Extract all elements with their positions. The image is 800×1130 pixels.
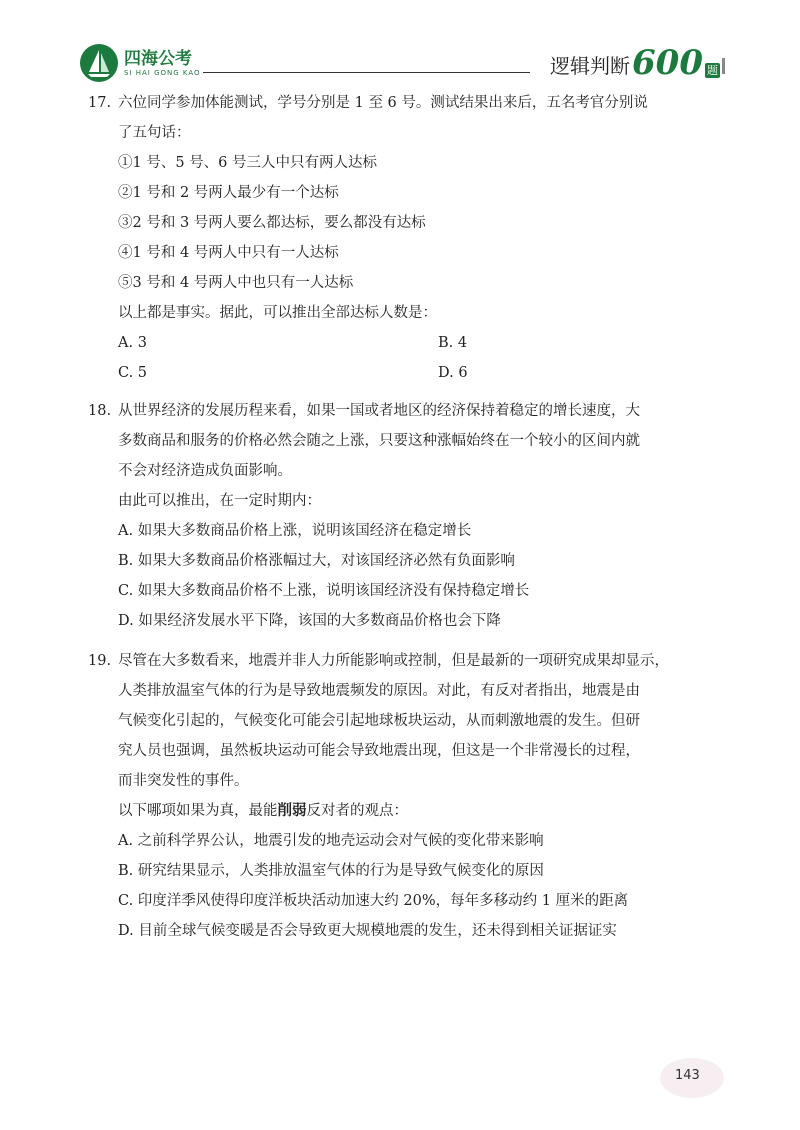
stem-line: 从世界经济的发展历程来看，如果一国或者地区的经济保持着稳定的增长速度，大 (118, 403, 640, 419)
sailboat-logo-icon (80, 44, 118, 82)
question-17 (88, 88, 708, 388)
statement: ⑤3 号和 4 号两人中也只有一人达标 (118, 275, 354, 291)
logo-name: 四海公考 (124, 48, 192, 69)
options-row (118, 328, 708, 358)
page-header (0, 0, 800, 100)
stem-line: 尽管在大多数看来，地震并非人力所能影响或控制，但是最新的一项研究成果却显示， (118, 653, 669, 669)
question-prompt: 由此可以推出，在一定时期内： (118, 493, 321, 509)
question-prompt (118, 796, 708, 826)
statement: ②1 号和 2 号两人最少有一个达标 (118, 185, 339, 201)
option-b: B. 4 (438, 335, 468, 351)
stem-line: 人类排放温室气体的行为是导致地震频发的原因。对此，有反对者指出，地震是由 (118, 683, 640, 699)
stem-line: 而非突发性的事件。 (118, 773, 249, 789)
options-row (118, 358, 708, 388)
option-a: A. 如果大多数商品价格上涨，说明该国经济在稳定增长 (118, 523, 472, 539)
option-a: A. 之前科学界公认，地震引发的地壳运动会对气候的变化带来影响 (118, 833, 544, 849)
logo-pinyin: SI HAI GONG KAO (124, 68, 201, 77)
option-b: B. 如果大多数商品价格涨幅过大，对该国经济必然有负面影响 (118, 553, 515, 569)
option-a: A. 3 (118, 335, 147, 351)
question-number: 17. (88, 95, 112, 111)
question-18 (88, 396, 708, 636)
prompt-emphasis: 削弱 (277, 802, 307, 819)
book-title-suffix: 题 (706, 64, 718, 77)
book-title (550, 43, 720, 83)
page-edge-mark (722, 58, 725, 74)
prompt-pre: 以下哪项如果为真，最能 (118, 803, 278, 819)
option-c: C. 印度洋季风使得印度洋板块活动加速大约 20%，每年多移动约 1 厘米的距离 (118, 893, 629, 909)
option-c: C. 如果大多数商品价格不上涨，说明该国经济没有保持稳定增长 (118, 583, 530, 599)
book-title-text: 逻辑判断 (550, 54, 630, 78)
option-c: C. 5 (118, 365, 148, 381)
option-d: D. 目前全球气候变暖是否会导致更大规模地震的发生，还未得到相关证据证实 (118, 923, 617, 939)
question-prompt: 以上都是事实。据此，可以推出全部达标人数是： (118, 305, 437, 321)
publisher-logo (80, 44, 201, 82)
statement: ④1 号和 4 号两人中只有一人达标 (118, 245, 339, 261)
header-rule (203, 72, 530, 73)
stem-line: 究人员也强调，虽然板块运动可能会导致地震出现，但这是一个非常漫长的过程， (118, 743, 640, 759)
question-number: 18. (88, 403, 112, 419)
option-d: D. 6 (438, 365, 468, 381)
page-number: 143 (675, 1068, 700, 1083)
statement: ①1 号、5 号、6 号三人中只有两人达标 (118, 155, 378, 171)
stem-line: 六位同学参加体能测试，学号分别是 1 至 6 号。测试结果出来后，五名考官分别说 (118, 95, 648, 111)
prompt-post: 反对者的观点： (306, 803, 408, 819)
statement: ③2 号和 3 号两人要么都达标，要么都没有达标 (118, 215, 426, 231)
stem-line: 气候变化引起的，气候变化可能会引起地球板块运动，从而刺激地震的发生。但研 (118, 713, 640, 729)
stem-line: 多数商品和服务的价格必然会随之上涨，只要这种涨幅始终在一个较小的区间内就 (118, 433, 640, 449)
stem-line: 了五句话： (118, 125, 191, 141)
stem-line: 不会对经济造成负面影响。 (118, 463, 292, 479)
option-d: D. 如果经济发展水平下降，该国的大多数商品价格也会下降 (118, 613, 501, 629)
question-19 (88, 646, 708, 946)
book-title-number: 600 (632, 43, 703, 83)
option-b: B. 研究结果显示，人类排放温室气体的行为是导致气候变化的原因 (118, 863, 544, 879)
question-number: 19. (88, 653, 112, 669)
